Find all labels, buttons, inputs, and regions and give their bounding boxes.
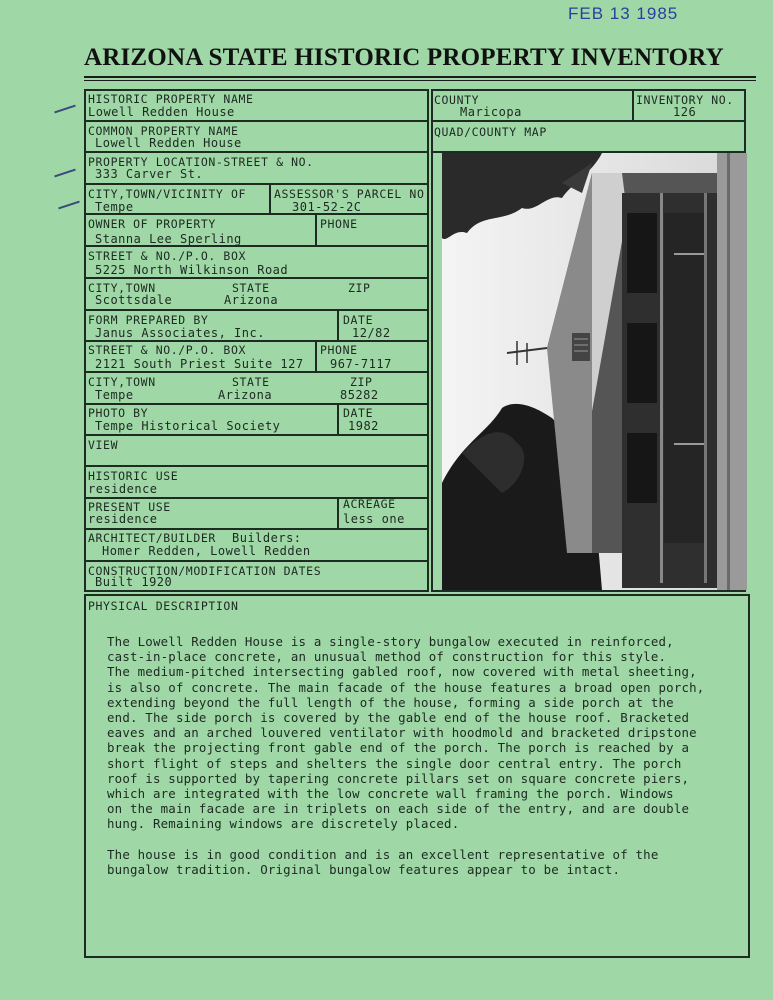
inventory-label: INVENTORY NO.	[636, 93, 734, 107]
quad-label: QUAD/COUNTY MAP	[434, 125, 547, 139]
form-title: ARIZONA STATE HISTORIC PROPERTY INVENTORY	[84, 44, 724, 71]
owner-street-value[interactable]: 5225 North Wilkinson Road	[95, 263, 289, 277]
prep-date-value[interactable]: 12/82	[352, 326, 391, 340]
prep-state-label: STATE	[232, 375, 270, 389]
historic-name-label: HISTORIC PROPERTY NAME	[88, 92, 254, 106]
architect-value-names[interactable]: Homer Redden, Lowell Redden	[102, 544, 311, 558]
owner-state-label: STATE	[232, 281, 270, 295]
house-photo-image	[442, 153, 747, 590]
house-photo	[442, 153, 747, 590]
photo-by-label: PHOTO BY	[88, 406, 149, 420]
historic-use-value[interactable]: residence	[88, 482, 158, 496]
title-rule-thin	[84, 80, 756, 81]
owner-state-value[interactable]: Arizona	[224, 293, 279, 307]
owner-label: OWNER OF PROPERTY	[88, 217, 216, 231]
location-label: PROPERTY LOCATION-STREET & NO.	[88, 155, 314, 169]
prep-city-value[interactable]: Tempe	[95, 388, 134, 402]
county-label: COUNTY	[434, 93, 480, 107]
historic-use-label: HISTORIC USE	[88, 469, 179, 483]
owner-street-label: STREET & NO./P.O. BOX	[88, 249, 246, 263]
view-label: VIEW	[88, 438, 119, 452]
common-name-value[interactable]: Lowell Redden House	[95, 136, 242, 150]
check-mark	[58, 201, 80, 210]
parcel-value[interactable]: 301-52-2C	[292, 200, 362, 214]
description-text[interactable]: The Lowell Redden House is a single-story bungalow executed in reinforced, cast-in-place concrete, an unusual method of construction for this style. The medium-pitched intersecting gabled roof, now covered with metal sheeting, is also of concrete. The main facade of the house features a broad open porch, extending beyond the full length of the house, forming a side porch at the end. The side porch is covered by the gable end of the house roof. Bracketed eaves and an arched louvered ventilator with hoodmold and bracketed dripstone break the projecting front gable end of the porch. The porch is reached by a short flight of steps and shelters the single door central entry. The porch roof is supported by tapering concrete pillars set on square concrete piers, which are integrated with the low concrete wall framing the porch. Windows on the main facade are in triplets on each side of the entry, and are double hung. Remaining windows are discretely placed. The house is in good condition and is an excellent representative of the bungalow tradition. Original bungalow features appear to be intact.	[107, 634, 705, 878]
prep-date-label: DATE	[343, 313, 374, 327]
acreage-label: ACREAGE	[343, 497, 396, 511]
photo-by-value[interactable]: Tempe Historical Society	[95, 419, 281, 433]
prepared-by-value[interactable]: Janus Associates, Inc.	[95, 326, 265, 340]
construction-label: CONSTRUCTION/MODIFICATION DATES	[88, 564, 322, 578]
acreage-value[interactable]: less one	[343, 512, 405, 526]
prep-street-label: STREET & NO./P.O. BOX	[88, 343, 246, 357]
historic-name-value[interactable]: Lowell Redden House	[88, 105, 235, 119]
owner-city-value[interactable]: Scottsdale	[95, 293, 173, 307]
view-box	[84, 434, 429, 467]
prep-phone-value[interactable]: 967-7117	[330, 357, 392, 371]
prep-state-value[interactable]: Arizona	[218, 388, 273, 402]
county-value[interactable]: Maricopa	[460, 105, 522, 119]
check-mark	[54, 105, 76, 114]
inventory-value[interactable]: 126	[673, 105, 697, 119]
location-value[interactable]: 333 Carver St.	[95, 167, 204, 181]
received-date-stamp: FEB 13 1985	[568, 4, 679, 23]
architect-label: ARCHITECT/BUILDER	[88, 531, 216, 545]
owner-value[interactable]: Stanna Lee Sperling	[95, 232, 242, 246]
prep-city-label: CITY,TOWN	[88, 375, 156, 389]
description-label: PHYSICAL DESCRIPTION	[88, 599, 239, 613]
construction-value[interactable]: Built 1920	[95, 575, 173, 589]
check-mark	[54, 169, 76, 178]
present-use-value[interactable]: residence	[88, 512, 158, 526]
owner-city-label: CITY,TOWN	[88, 281, 156, 295]
parcel-label: ASSESSOR'S PARCEL NO.	[274, 187, 432, 201]
present-use-label: PRESENT USE	[88, 500, 171, 514]
photo-date-value[interactable]: 1982	[348, 419, 379, 433]
common-name-label: COMMON PROPERTY NAME	[88, 124, 239, 138]
photo-date-label: DATE	[343, 406, 374, 420]
owner-zip-label: ZIP	[348, 281, 371, 295]
prep-zip-value[interactable]: 85282	[340, 388, 379, 402]
title-rule	[84, 76, 756, 78]
prepared-by-label: FORM PREPARED BY	[88, 313, 209, 327]
owner-phone-label: PHONE	[320, 217, 358, 231]
architect-value[interactable]: Builders:	[232, 531, 302, 545]
prep-street-value[interactable]: 2121 South Priest Suite 127	[95, 357, 304, 371]
prep-phone-label: PHONE	[320, 343, 358, 357]
city-label: CITY,TOWN/VICINITY OF	[88, 187, 246, 201]
city-value[interactable]: Tempe	[95, 200, 134, 214]
prep-zip-label: ZIP	[350, 375, 373, 389]
